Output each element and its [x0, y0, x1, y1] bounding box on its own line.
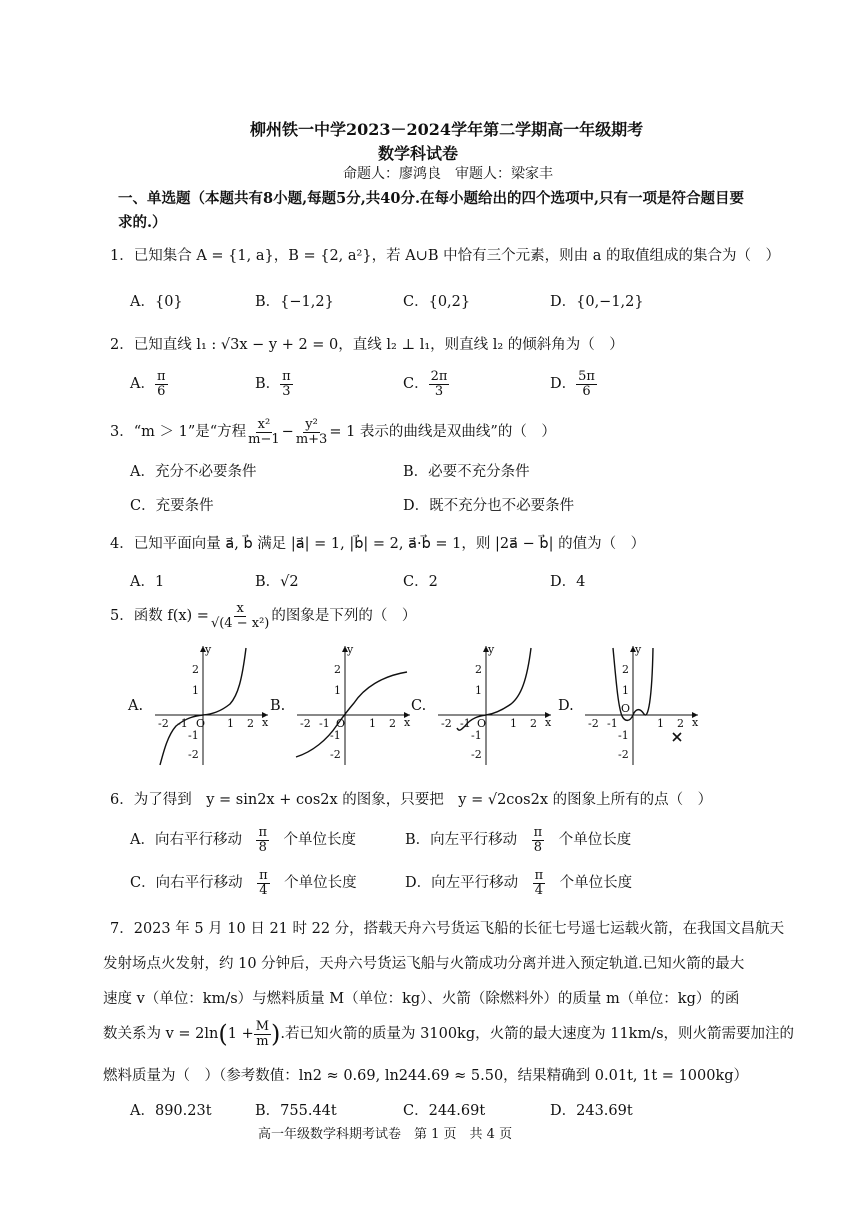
svg-text:-1: -1: [460, 717, 471, 730]
svg-text:x: x: [262, 716, 269, 729]
question-7-line2: 发射场点火发射，约 10 分钟后，天舟六号货运飞船与火箭成功分离并进入预定轨道.已知火箭的最大: [103, 956, 745, 972]
question-1-stem: 1．已知集合 A = {1, a}，B = {2, a²}，若 A∪B 中恰有三个元素，则由 a 的取值组成的集合为（ ）: [110, 248, 780, 264]
page-footer: 高一年级数学科期考试卷 第 1 页 共 4 页: [258, 1127, 513, 1142]
question-7-line3: 速度 v（单位：km/s）与燃料质量 M（单位：kg）、火箭（除燃料外）的质量 m（单位：kg）的函: [103, 991, 740, 1007]
q1-option-a: A．{0}: [130, 294, 183, 310]
svg-text:-2: -2: [158, 717, 169, 730]
q6-option-d: D．向左平行移动 $\frac{\pi}{4}$ 个单位长度: [405, 868, 633, 898]
svg-text:y: y: [347, 643, 354, 656]
svg-text:2: 2: [677, 717, 684, 730]
q1-option-d: D．{0,−1,2}: [550, 294, 644, 310]
q5-graph-c: [433, 640, 558, 774]
q5-graph-d: [580, 640, 705, 774]
svg-text:2: 2: [334, 663, 341, 676]
svg-text:O: O: [196, 717, 206, 730]
svg-text:1: 1: [510, 717, 517, 730]
svg-text:y: y: [488, 643, 495, 656]
q2-option-d: D． $\frac{5\pi}{6}$: [550, 369, 595, 399]
q5-graph-label-b: B.: [270, 698, 286, 714]
svg-text:2: 2: [247, 717, 254, 730]
q2-option-a: A． $\frac{\pi}{6}$: [130, 369, 166, 399]
q3-option-b: B．必要不充分条件: [403, 464, 530, 480]
svg-text:2: 2: [192, 663, 199, 676]
svg-text:O: O: [477, 717, 487, 730]
svg-text:x: x: [692, 716, 699, 729]
exam-subtitle: 数学科试卷: [378, 144, 459, 163]
question-7-line1: 7．2023 年 5 月 10 日 21 时 22 分，搭载天舟六号货运飞船的长征七号遥七运载火箭，在我国文昌航天: [110, 921, 785, 937]
exam-authors: 命题人：廖鸿良 审题人：梁家丰: [343, 166, 553, 182]
svg-text:2: 2: [475, 663, 482, 676]
section-heading-line2: 求的.）: [118, 214, 167, 231]
q4-option-a: A．1: [130, 574, 165, 590]
question-7-line5: 燃料质量为（ ）（参考数值：ln2 ≈ 0.69, ln244.69 ≈ 5.50，结果精确到 0.01t, 1t = 1000kg）: [103, 1068, 749, 1084]
q7-option-c: C．244.69t: [403, 1103, 486, 1119]
q6-option-b: B．向左平行移动 $\frac{\pi}{8}$ 个单位长度: [405, 825, 632, 855]
svg-text:1: 1: [475, 684, 482, 697]
svg-text:-2: -2: [300, 717, 311, 730]
svg-text:1: 1: [334, 684, 341, 697]
q5-graph-label-c: C.: [411, 698, 427, 714]
q7-option-b: B．755.44t: [255, 1103, 337, 1119]
svg-text:2: 2: [622, 663, 629, 676]
svg-text:-1: -1: [607, 717, 618, 730]
svg-text:-2: -2: [618, 748, 629, 761]
q3-option-c: C．充要条件: [130, 498, 214, 514]
svg-text:2: 2: [389, 717, 396, 730]
question-5-stem: 5．函数 f(x) = $\frac{x}{\text{√(4 − x²)}}$ 的图象是下列的（ ）: [110, 601, 417, 631]
svg-text:O: O: [621, 702, 631, 715]
exam-title: 柳州铁一中学2023－2024学年第二学期高一年级期考: [250, 120, 644, 139]
svg-text:-1: -1: [177, 717, 188, 730]
svg-text:O: O: [336, 717, 346, 730]
svg-text:x: x: [545, 716, 552, 729]
q4-option-c: C．2: [403, 574, 438, 590]
svg-text:-1: -1: [471, 729, 482, 742]
svg-text:-1: -1: [188, 729, 199, 742]
svg-text:-2: -2: [588, 717, 599, 730]
q7-option-d: D．243.69t: [550, 1103, 633, 1119]
svg-text:1: 1: [657, 717, 664, 730]
q6-option-c: C．向右平行移动 $\frac{\pi}{4}$ 个单位长度: [130, 868, 357, 898]
svg-text:-2: -2: [330, 748, 341, 761]
q3-option-a: A．充分不必要条件: [130, 464, 257, 480]
question-7-line4: 数关系为 v = 2ln(1 + $\frac{M}{m}$ ).若已知火箭的质量为 3100kg，火箭的最大速度为 11km/s，则火箭需要加注的: [103, 1019, 795, 1049]
q1-option-c: C．{0,2}: [403, 294, 471, 310]
svg-text:x: x: [404, 716, 411, 729]
svg-text:-2: -2: [441, 717, 452, 730]
question-3-stem: 3．“m ＞ 1”是“方程 $\frac{\text{x²}}{m-1}$ − $\frac{\text{y²}}{m+3}$ = 1 表示的曲线是双曲线”的（ ）: [110, 417, 556, 447]
question-2-stem: 2．已知直线 l₁ : √3x − y + 2 = 0，直线 l₂ ⊥ l₁，则直线 l₂ 的倾斜角为（ ）: [110, 337, 624, 353]
svg-text:-2: -2: [188, 748, 199, 761]
svg-text:y: y: [635, 643, 642, 656]
svg-text:-1: -1: [330, 729, 341, 742]
q7-option-a: A．890.23t: [130, 1103, 212, 1119]
svg-text:2: 2: [530, 717, 537, 730]
svg-text:y: y: [205, 643, 212, 656]
svg-text:1: 1: [369, 717, 376, 730]
section-heading-line1: 一、单选题（本题共有8小题,每题5分,共40分.在每小题给出的四个选项中,只有一项是符合题目要: [118, 190, 745, 207]
q5-graph-label-d: D.: [558, 698, 574, 714]
q6-option-a: A．向右平行移动 $\frac{\pi}{8}$ 个单位长度: [130, 825, 357, 855]
q4-option-d: D．4: [550, 574, 586, 590]
q4-option-b: B．√2: [255, 574, 299, 590]
q2-option-c: C． $\frac{2\pi}{3}$: [403, 369, 448, 399]
q2-option-b: B． $\frac{\pi}{3}$: [255, 369, 291, 399]
question-6-stem: 6．为了得到 y = sin2x + cos2x 的图象，只要把 y = √2cos2x 的图象上所有的点（ ）: [110, 792, 713, 808]
q5-graph-b: [292, 640, 417, 774]
svg-text:-1: -1: [618, 729, 629, 742]
q1-option-b: B．{−1,2}: [255, 294, 334, 310]
svg-text:1: 1: [192, 684, 199, 697]
svg-text:-2: -2: [471, 748, 482, 761]
q5-graph-label-a: A.: [128, 698, 144, 714]
q3-option-d: D．既不充分也不必要条件: [403, 498, 575, 514]
svg-text:1: 1: [227, 717, 234, 730]
q5-graph-a: [150, 640, 275, 774]
question-4-stem: 4．已知平面向量 a⃗, b⃗ 满足 |a⃗| = 1, |b⃗| = 2, a⃗·b⃗ = 1，则 |2a⃗ − b⃗| 的值为（ ）: [110, 536, 646, 552]
svg-text:-1: -1: [319, 717, 330, 730]
svg-text:1: 1: [622, 684, 629, 697]
